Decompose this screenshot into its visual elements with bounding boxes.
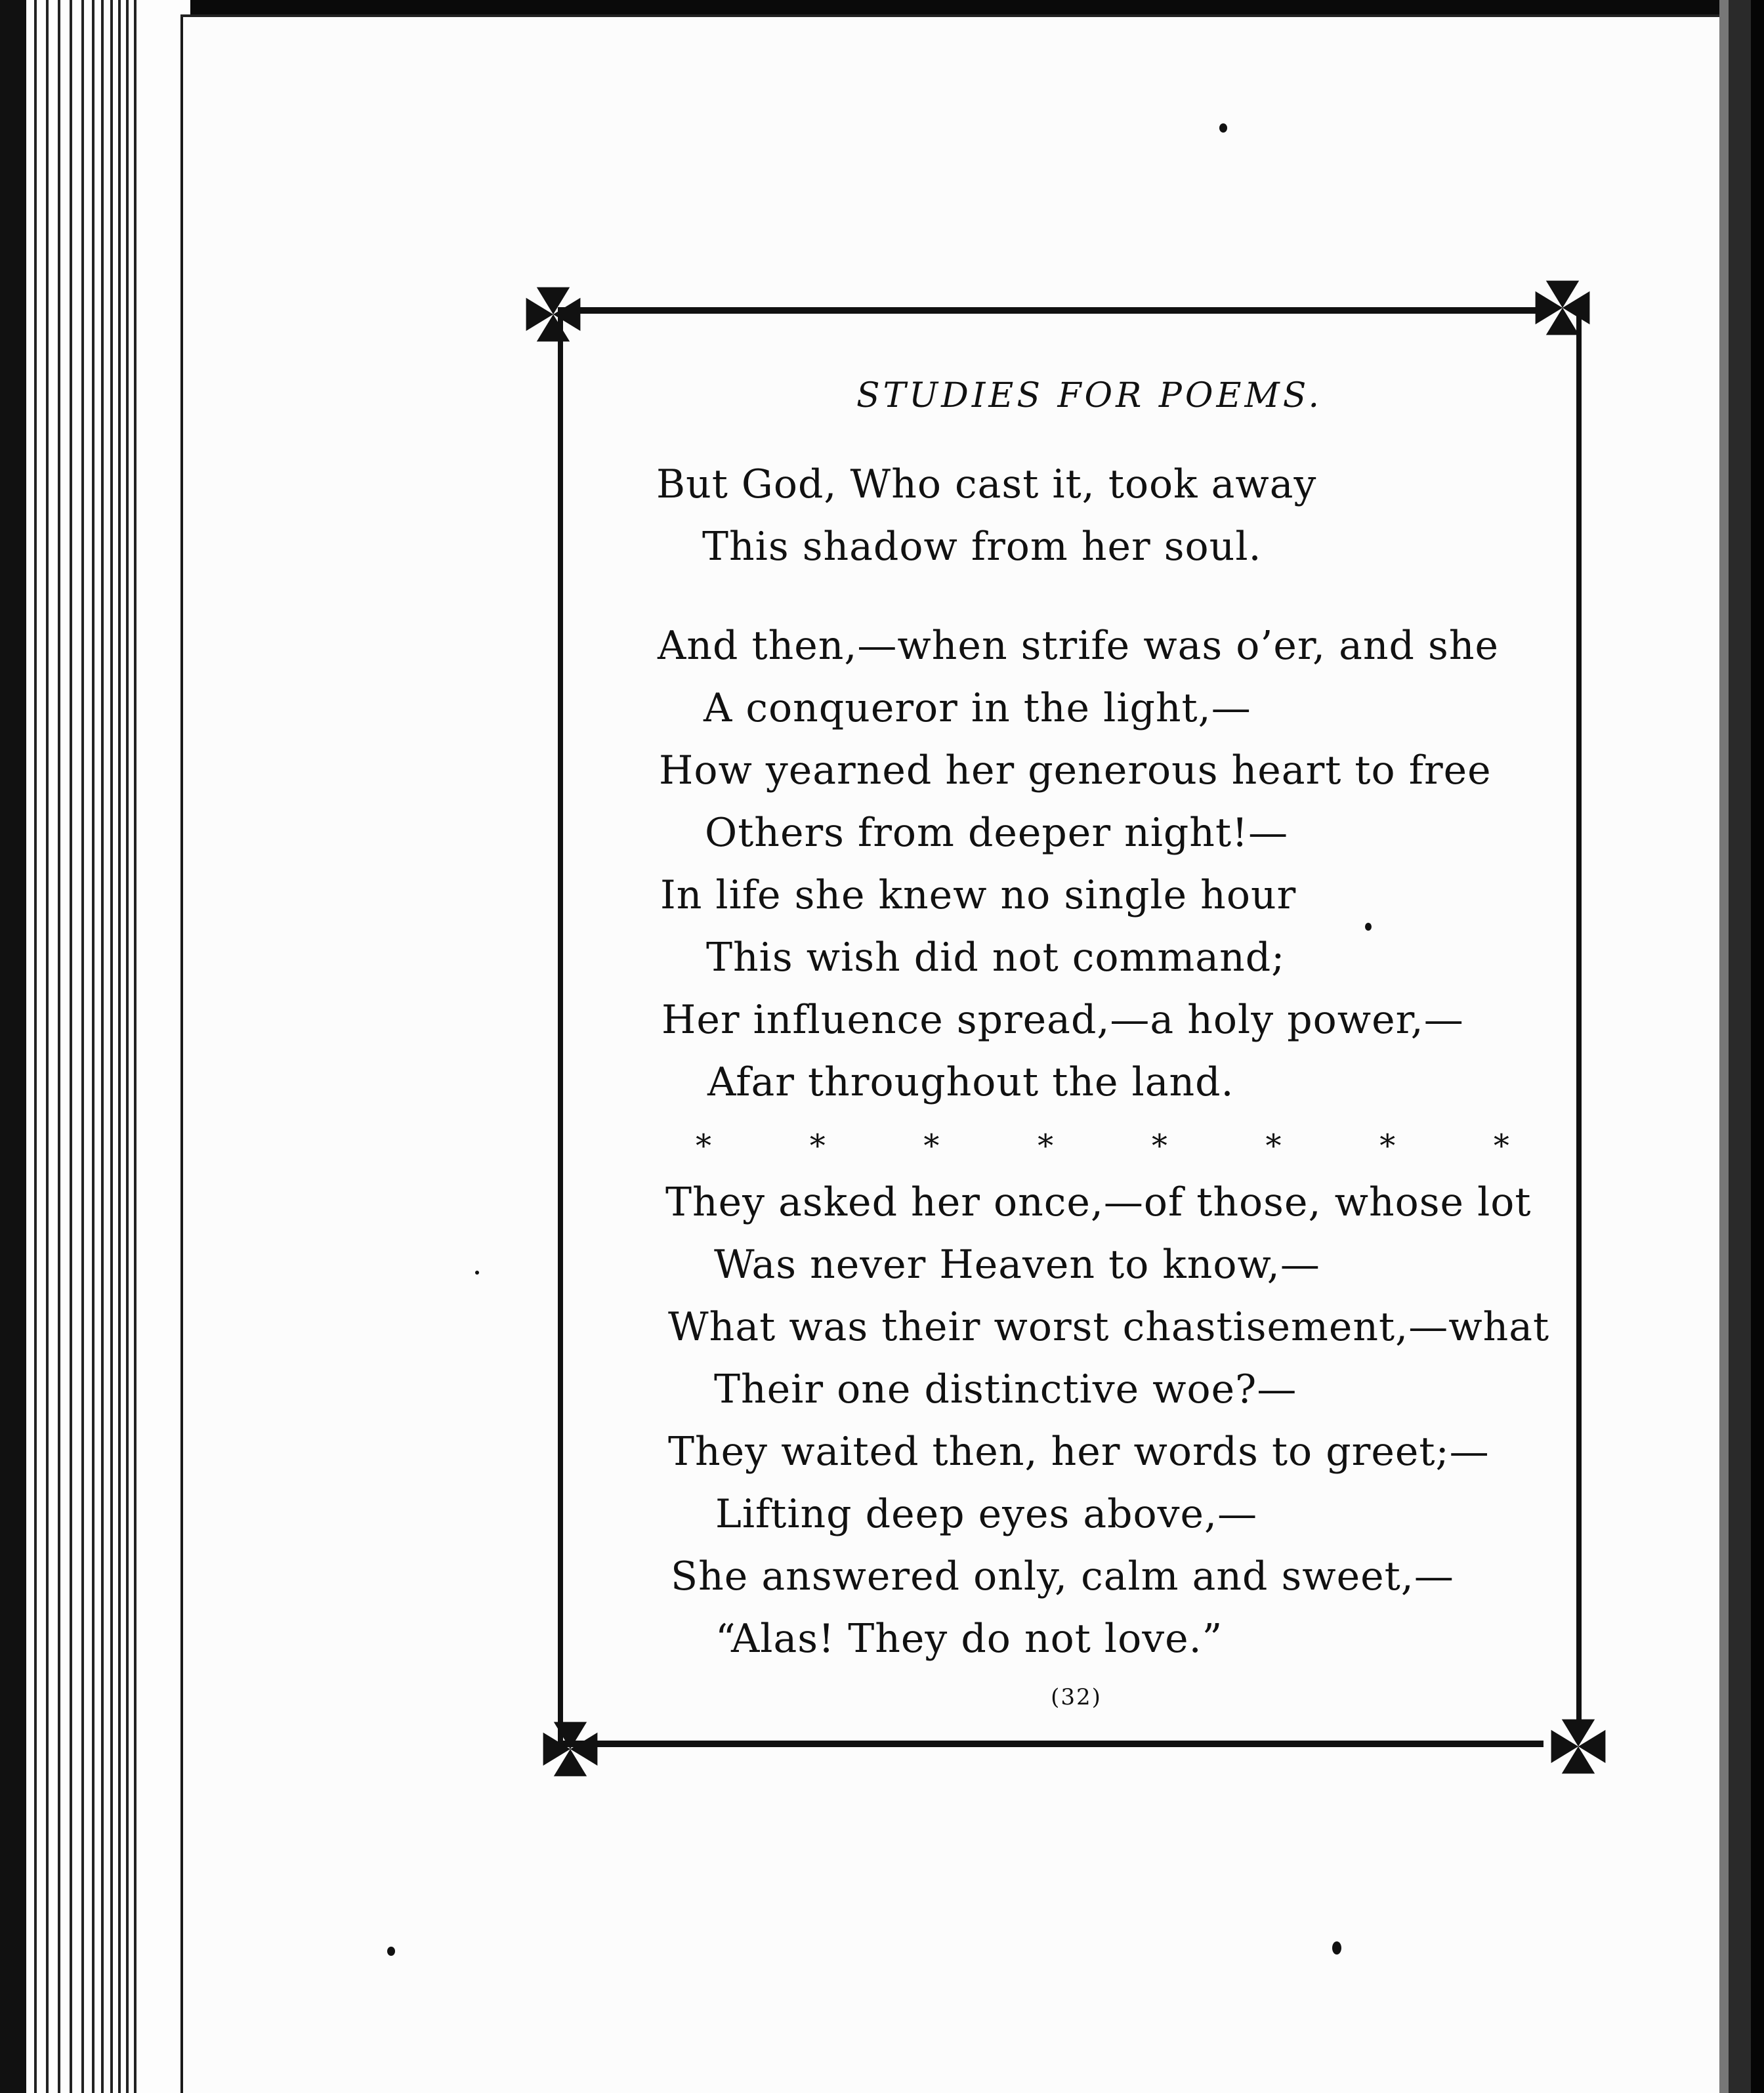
section-break: [696, 1128, 1509, 1164]
verse-line: Her influence spread,—a holy power,—: [662, 997, 1464, 1043]
section-break-star: *: [809, 1128, 826, 1164]
verse-line: And then,—when strife was o’er, and she: [658, 623, 1499, 669]
section-break-star: *: [923, 1128, 940, 1164]
section-break-star: *: [696, 1128, 711, 1164]
verse-line: Others from deeper night!—: [705, 810, 1289, 856]
maltese-cross-icon: [541, 1720, 600, 1779]
verse-line: They asked her once,—of those, whose lot: [665, 1179, 1532, 1225]
book-page: [180, 14, 1722, 2093]
section-break-star: *: [1151, 1128, 1167, 1164]
verse-line: “Alas! They do not love.”: [715, 1616, 1223, 1662]
verse-line: What was their worst chastisement,—what: [668, 1304, 1550, 1350]
verse-line: This wish did not command;: [706, 935, 1286, 981]
section-break-star: *: [1038, 1128, 1054, 1164]
verse-line: Their one distinctive woe?—: [714, 1366, 1297, 1412]
maltese-cross-icon: [1533, 278, 1592, 337]
frame-right-rule: [1576, 314, 1582, 1741]
verse-line: A conqueror in the light,—: [704, 685, 1251, 731]
scan-speck: [1332, 1941, 1341, 1955]
page-number: (32): [1051, 1684, 1102, 1710]
scan-speck: [387, 1947, 395, 1956]
scan-right-edge: [1719, 0, 1764, 2093]
verse-line: In life she knew no single hour: [660, 872, 1297, 918]
frame-left-rule: [558, 314, 563, 1741]
frame-bottom-rule: [558, 1741, 1544, 1747]
verse-line: She answered only, calm and sweet,—: [671, 1554, 1454, 1599]
section-break-star: *: [1265, 1128, 1282, 1164]
page-top-edge: [180, 14, 1719, 17]
scan-speck: [1219, 123, 1227, 133]
maltese-cross-icon: [524, 285, 583, 344]
book-page-edges: [26, 0, 190, 2093]
verse-line: Was never Heaven to know,—: [714, 1242, 1320, 1288]
section-break-star: *: [1493, 1128, 1509, 1164]
frame-top-rule: [558, 307, 1544, 314]
verse-line: But God, Who cast it, took away: [656, 461, 1317, 507]
verse-line: They waited then, her words to greet;—: [668, 1429, 1490, 1475]
verse-line: How yearned her generous heart to free: [659, 748, 1492, 793]
running-head: STUDIES FOR POEMS.: [856, 376, 1322, 415]
verse-line: Afar throughout the land.: [707, 1059, 1234, 1105]
scan-left-edge: [0, 0, 26, 2093]
verse-line: This shadow from her soul.: [702, 524, 1262, 570]
maltese-cross-icon: [1549, 1717, 1608, 1776]
scan-speck: [1365, 923, 1372, 931]
section-break-star: *: [1379, 1128, 1396, 1164]
scan-speck: [475, 1271, 479, 1275]
verse-line: Lifting deep eyes above,—: [715, 1491, 1258, 1537]
scan-top-border: [0, 0, 1764, 14]
